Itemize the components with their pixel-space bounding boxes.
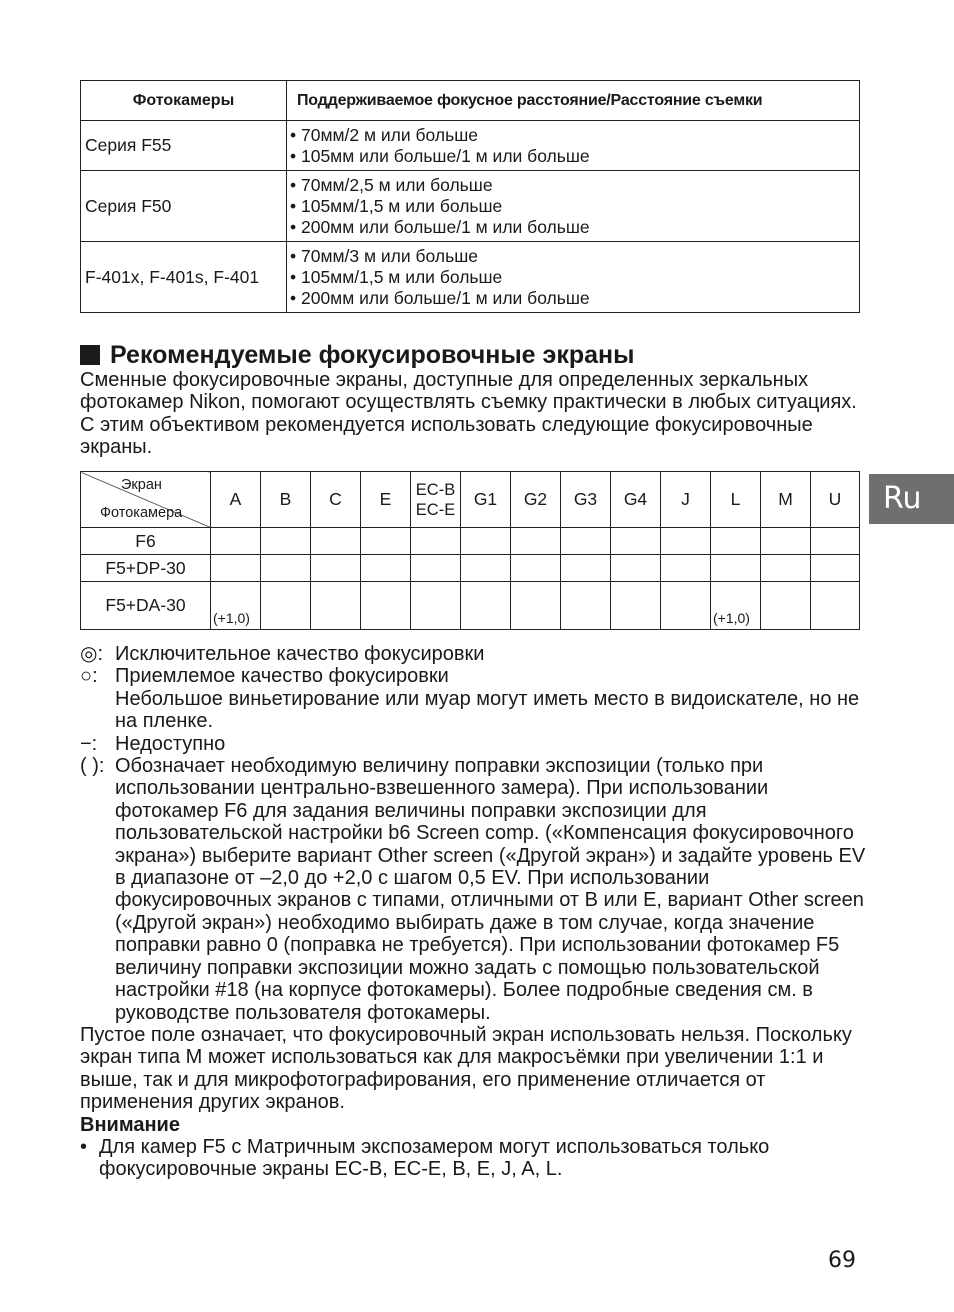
focal-line: • 105мм или больше/1 м или больше [290,146,590,166]
screen-cell [211,555,261,582]
camera-cell: Серия F50 [81,171,287,242]
screen-cell [711,528,761,555]
screen-cell [811,582,860,630]
screen-col-header: M [761,472,811,528]
focal-line: • 105мм/1,5 м или больше [290,196,503,216]
table-row [81,528,860,555]
excellent-symbol-icon: ◎: [80,643,104,665]
table-row [81,171,860,242]
screen-cell [611,555,661,582]
screen-cell [511,582,561,630]
camera-cell: F5+DA-30 [81,582,211,630]
screen-col-header-ec [411,472,461,528]
language-tab: Ru [869,474,954,524]
screen-col-header: A [211,472,261,528]
exposure-note: (+1,0) [713,610,750,626]
screen-cell [561,582,611,630]
camera-cell: F5+DP-30 [81,555,211,582]
corner-label-camera: Фотокамера [100,505,183,521]
screen-cell [511,528,561,555]
screen-cell [761,555,811,582]
screen-cell [461,582,511,630]
focal-line: • 105мм/1,5 м или больше [290,267,503,287]
screen-header-row [81,472,860,528]
screen-cell [461,528,511,555]
screen-cell [661,528,711,555]
screen-cell [611,582,661,630]
screen-cell [261,582,311,630]
screen-cell [811,528,860,555]
screen-cell [711,555,761,582]
screen-cell [361,582,411,630]
legend-item [80,643,870,665]
col-header-cameras: Фотокамеры [81,81,287,121]
screen-cell [211,528,261,555]
screen-cell [711,582,761,630]
legend-text: Обозначает необходимую величину поправки экспозиции (только при использовании центрально-взвешенного замера). При использовании фотокамер F6 для задания величины поправки экспозиции для пользовательской настройки b6 Screen comp. («Компенсация фокусировочного экрана») выберите вариант Other screen («Другой экран») и задайте уровень EV в диапазоне от –2,0 до +2,0 с шагом 0,5 EV. При использовании фокусировочных экранов с типами, отличными от B или E, вариант Other screen («Другой экран») необходимо выбирать даже в том случае, когда значение поправки равно 0 (поправка не требуется). При использовании фотокамер F5 величину поправки экспозиции можно задать с помощью пользовательской настройки #18 (на корпусе фотокамеры). Более подробные сведения см. в руководстве пользователя фотокамеры. [115,755,866,1024]
exposure-note: (+1,0) [213,610,250,626]
screen-col-header: J [661,472,711,528]
screen-col-header: G2 [511,472,561,528]
camera-cell: F-401x, F-401s, F-401 [81,242,287,313]
acceptable-symbol-icon: ○: [80,665,98,688]
screen-cell [411,528,461,555]
focal-line: • 70мм/2 м или больше [290,125,478,145]
screen-cell [561,528,611,555]
corner-label-screen: Экран [121,477,162,493]
camera-cell: F6 [81,528,211,555]
screen-cell [661,582,711,630]
screen-cell [361,528,411,555]
screen-cell [461,555,511,582]
blank-field-note: Пустое поле означает, что фокусировочный экран использовать нельзя. Поскольку экран типа M может использоваться как для макросъёмки при увеличении 1:1 и выше, так и для микрофотографирования, его применение отличается от применения других экранов. [80,1023,852,1114]
screen-cell [261,528,311,555]
intro-paragraph: Сменные фокусировочные экраны, доступные для определенных зеркальных фотокамер Nikon, помогают осуществлять съемку практически в любых ситуациях. С этим объективом рекомендуется использовать следующие фокусировочные экраны. [80,369,857,459]
screen-cell [561,555,611,582]
table-row [81,582,860,630]
legend-text: Приемлемое качество фокусировки Небольшое виньетирование или муар могут иметь место в видоискателе, но не на пленке. [115,665,860,733]
table-row [81,555,860,582]
focal-line: • 200мм или больше/1 м или больше [290,288,590,308]
focal-line: • 200мм или больше/1 м или больше [290,217,590,237]
screen-cell [311,582,361,630]
screen-col-header: G1 [461,472,511,528]
screen-cell [311,555,361,582]
bullet-icon: • [80,1135,88,1158]
focusing-screen-table [80,471,860,630]
screen-col-label: EC-E [415,500,456,519]
unavailable-symbol-icon: −: [80,732,98,755]
legend-block [80,643,870,1181]
lens-compat-table [80,80,860,313]
screen-cell [411,555,461,582]
legend-item [80,733,870,755]
screen-cell [511,555,561,582]
legend-item [80,755,870,1024]
screen-cell [361,555,411,582]
screen-cell [761,582,811,630]
legend-text: Исключительное качество фокусировки [115,643,485,665]
table-row [81,242,860,313]
square-bullet-icon [80,345,100,365]
attention-heading: Внимание [80,1113,180,1136]
parentheses-symbol-icon: ( ): [80,755,105,778]
screen-cell [811,555,860,582]
screen-cell [411,582,461,630]
screen-col-header: C [311,472,361,528]
legend-item [80,665,870,732]
screen-col-header: E [361,472,411,528]
screen-col-header: G4 [611,472,661,528]
focal-line: • 70мм/2,5 м или больше [290,175,493,195]
screen-col-header: B [261,472,311,528]
table-header-row [81,81,860,121]
focal-cell [287,171,860,242]
focal-cell [287,242,860,313]
screen-cell [211,582,261,630]
table-row [81,121,860,171]
section-heading [80,340,634,370]
col-header-focal-distance: Поддерживаемое фокусное расстояние/Расстояние съемки [287,81,860,121]
screen-col-header: U [811,472,860,528]
screen-col-header: L [711,472,761,528]
focal-line: • 70мм/3 м или больше [290,246,478,266]
screen-col-header: G3 [561,472,611,528]
attention-text: Для камер F5 с Матричным экспозамером могут использоваться только фокусировочные экраны EC-B, EC-E, B, E, J, A, L. [99,1135,770,1181]
section-title: Рекомендуемые фокусировочные экраны [110,341,635,369]
screen-cell [661,555,711,582]
camera-cell: Серия F55 [81,121,287,171]
screen-cell [261,555,311,582]
screen-cell [761,528,811,555]
corner-cell [81,472,211,528]
focal-cell [287,121,860,171]
screen-cell [311,528,361,555]
attention-item [80,1136,870,1181]
legend-text: Недоступно [115,732,226,755]
page-number: 69 [828,1248,856,1273]
screen-cell [611,528,661,555]
screen-col-label: EC-B [415,480,456,499]
